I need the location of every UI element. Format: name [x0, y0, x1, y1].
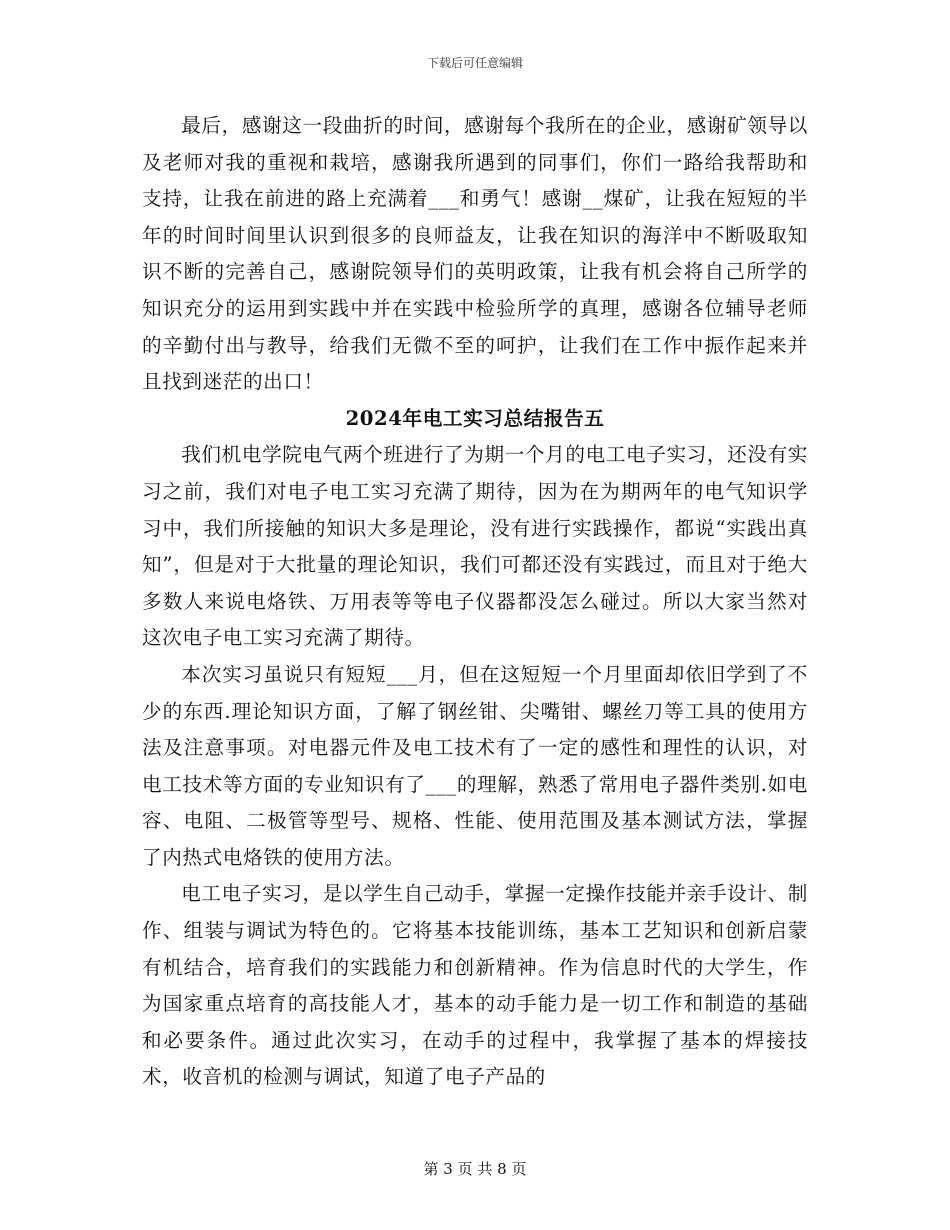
- page-number: 第 3 页 共 8 页: [423, 1160, 527, 1178]
- page-header-note: 下载后可任意编辑: [426, 56, 523, 70]
- document-body: [142, 108, 808, 1096]
- paragraph-practice: 电工电子实习，是以学生自己动手，掌握一定操作技能并亲手设计、制作、组装与调试为特色的。它将基本技能训练，基本工艺知识和创新启蒙有机结合，培育我们的实践能力和创新精神。作为信息时代的大学生，作为国家重点培育的高技能人才，基本的动手能力是一切工作和制造的基础和必要条件。通过此次实习，在动手的过程中，我掌握了基本的焊接技术，收音机的检测与调试，知道了电子产品的: [142, 882, 808, 1089]
- paragraph-acknowledgements: 最后，感谢这一段曲折的时间，感谢每个我所在的企业，感谢矿领导以及老师对我的重视和栽培，感谢我所遇到的同事们，你们一路给我帮助和支持，让我在前进的路上充满着___和勇气！感谢__煤矿，让我在短短的半年的时间时间里认识到很多的良师益友，让我在知识的海洋中不断吸取知识不断的完善自己，感谢院领导们的英明政策，让我有机会将自己所学的知识充分的运用到实践中并在实践中检验所学的真理，感谢各位辅导老师的辛勤付出与教导，给我们无微不至的呵护，让我们在工作中振作起来并且找到迷茫的出口！: [142, 114, 808, 394]
- paragraph-intro: 我们机电学院电气两个班进行了为期一个月的电工电子实习，还没有实习之前，我们对电子电工实习充满了期待，因为在为期两年的电气知识学习中，我们所接触的知识大多是理论，没有进行实践操作，都说“实践出真知”，但是对于大批量的理论知识，我们可都还没有实践过，而且对于绝大多数人来说电烙铁、万用表等等电子仪器都没怎么碰过。所以大家当然对这次电子电工实习充满了期待。: [142, 443, 808, 650]
- paragraph-learning: 本次实习虽说只有短短___月，但在这短短一个月里面却依旧学到了不少的东西.理论知识方面，了解了钢丝钳、尖嘴钳、螺丝刀等工具的使用方法及注意事项。对电器元件及电工技术有了一定的感性和理性的认识，对电工技术等方面的专业知识有了___的理解，熟悉了常用电子器件类别.如电容、电阻、二极管等型号、规格、性能、使用范围及基本测试方法，掌握了内热式电烙铁的使用方法。: [142, 662, 808, 869]
- section-title: 2024年电工实习总结报告五: [345, 406, 605, 430]
